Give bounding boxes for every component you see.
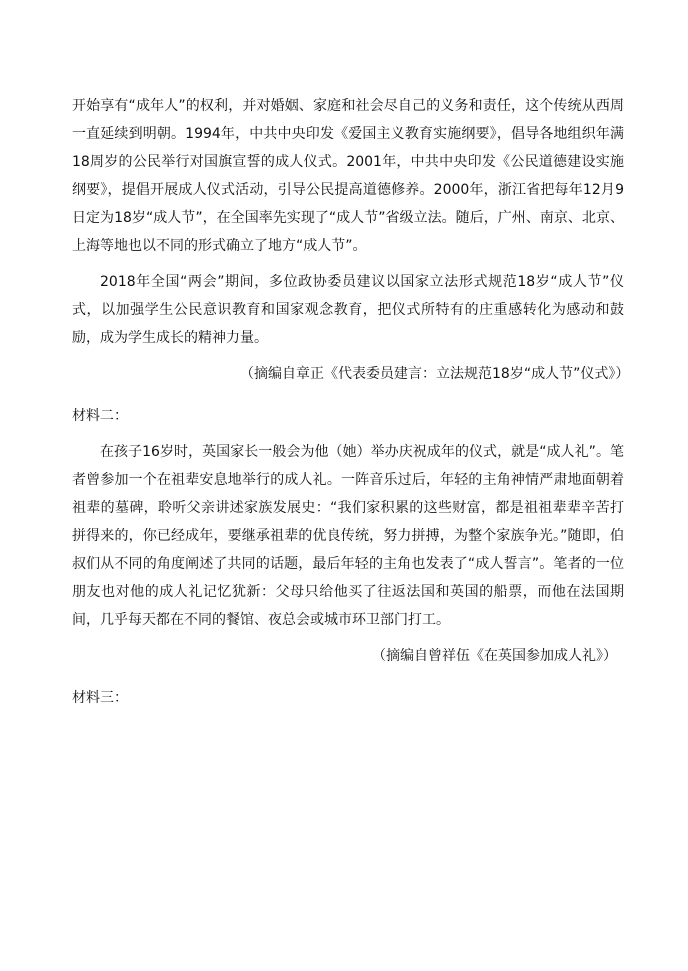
material1-paragraph-2: 2018年全国“两会”期间，多位政协委员建议以国家立法形式规范18岁“成人节”仪式，以加强学生公民意识教育和国家观念教育，把仪式所特有的庄重感转化为感动和鼓励，成为学生成长的精神力量。 [72, 274, 624, 346]
material2-paragraph-1: 在孩子16岁时，英国家长一般会为他（她）举办庆祝成年的仪式，就是“成人礼”。笔者曾参加一个在祖辈安息地举行的成人礼。一阵音乐过后，年轻的主角神情严肃地面朝着祖辈的墓碑，聆听父亲讲述家族发展史：“我们家积累的这些财富，都是祖祖辈辈辛苦打拼得来的，你已经成年，要继承祖辈的优良传统，努力拼搏，为整个家族争光。”随即，伯叔们从不同的角度阐述了共同的话题，最后年轻的主角也发表了“成人誓言”。笔者的一位朋友也对他的成人礼记忆犹新：父母只给他买了往返法国和英国的船票，而他在法国期间，几乎每天都在不同的餐馆、夜总会或城市环卫部门打工。 [72, 444, 624, 628]
material1-paragraph-1: 开始享有“成年人”的权利，并对婚姻、家庭和社会尽自己的义务和责任，这个传统从西周一直延续到明朝。1994年，中共中央印发《爱国主义教育实施纲要》，倡导各地组织年满18周岁的公民举行对国旗宣誓的成人仪式。2001年，中共中央印发《公民道德建设实施纲要》，提倡开展成人仪式活动，引导公民提高道德修养。2000年，浙江省把每年12月9日定为18岁“成人节”，在全国率先实现了“成人节”省级立法。随后，广州、南京、北京、上海等地也以不同的形式确立了地方“成人节”。 [72, 98, 624, 254]
document-page [72, 92, 630, 712]
material2-source: （摘编自曾祥伍《在英国参加成人礼》） [372, 648, 617, 664]
material1-source: （摘编自章正《代表委员建言：立法规范18岁“成人节”仪式》） [240, 366, 630, 382]
material3-heading: 材料三： [72, 690, 128, 706]
material2-heading: 材料二： [72, 408, 128, 424]
